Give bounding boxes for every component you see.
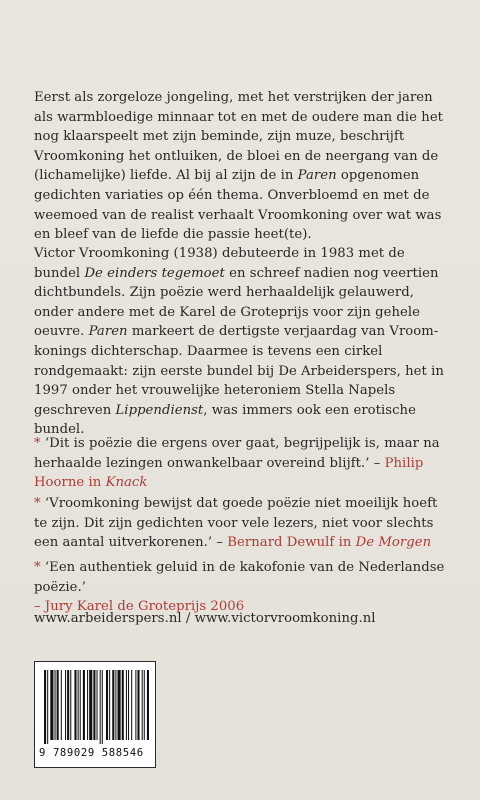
quote-asterisk: * xyxy=(34,436,41,451)
review-quote-1 xyxy=(34,434,450,493)
blurb-paragraph-1 xyxy=(34,88,450,245)
isbn-barcode xyxy=(34,661,156,768)
quote-source: Philip Hoorne in xyxy=(34,455,424,491)
quote-text: ‘Een authentiek geluid in de kakofonie van de Nederlandse poëzie.’ xyxy=(34,560,445,595)
blurb-paragraph-2-part-d: , was immers ook een erotische bundel. xyxy=(34,402,416,438)
quote-text: ‘Vroomkoning bewijst dat goede poëzie niet moeilijk hoeft te zijn. Dit zijn gedichten voor vele lezers, niet voor slechts een aantal uitverkorenen.’ – xyxy=(34,496,438,551)
blurb-paragraph-2 xyxy=(34,244,450,440)
book-title-paren: Paren xyxy=(297,168,337,184)
quote-source: Bernard Dewulf in xyxy=(227,535,356,551)
quote-asterisk: * xyxy=(34,496,41,511)
quote-asterisk: * xyxy=(34,560,41,575)
quote-source-title: De Morgen xyxy=(355,535,432,551)
blurb-paragraph-2-part-c: markeert de dertigste verjaardag van Vroomkonings dichterschap. Daarmee is tevens een cirkel rondgemaakt: zijn eerste bundel bij De Arbeiderspers, het in 1997 onder het vrouwelijke heteroniem Stella Napels geschreven xyxy=(34,324,444,418)
quote-source: – Jury Karel de Groteprijs 2006 xyxy=(34,599,245,615)
blurb-paragraph-2-part-a: Victor Vroomkoning (1938) debuteerde in 1983 met de bundel xyxy=(34,246,405,281)
blurb-paragraph-2-part-b: en schreef nadien nog veertien dichtbundels. Zijn poëzie werd herhaaldelijk gelauwerd, onder andere met de Karel de Groteprijs voor zijn gehele oeuvre. xyxy=(34,265,439,340)
barcode-bars-icon xyxy=(43,670,149,744)
isbn-digits: 9 789029 588546 xyxy=(39,747,144,759)
blurb-paragraph-1-text: Eerst als zorgeloze jongeling, met het verstrijken der jaren als warmbloedige minnaar tot en met de oudere man die het nog klaarspeelt met zijn beminde, zijn muze, beschrijft Vroomkoning het ontluiken, de bloei en de neergang van de (lichamelijke) liefde. Al bij al zijn de in xyxy=(34,90,444,184)
review-quote-3 xyxy=(34,558,450,617)
quote-text: ‘Dit is poëzie die ergens over gaat, begrijpelijk is, maar na herhaalde lezingen onwankelbaar overeind blijft.’ – xyxy=(34,436,440,471)
quote-source-title: Knack xyxy=(105,475,148,491)
website-urls: www.arbeiderspers.nl / www.victorvroomkoning.nl xyxy=(34,611,376,626)
book-title-lippendienst: Lippendienst xyxy=(115,402,204,418)
blurb-paragraph-1-end: opgenomen gedichten variaties op één thema. Onverbloemd en met de weemoed van de realist verhaalt Vroomkoning over wat was en bleef van de liefde die passie heet(te). xyxy=(34,168,442,243)
review-quote-2 xyxy=(34,494,450,553)
book-title-paren-2: Paren xyxy=(88,324,128,340)
book-title-de-einders-tegemoet: De einders tegemoet xyxy=(84,265,225,281)
